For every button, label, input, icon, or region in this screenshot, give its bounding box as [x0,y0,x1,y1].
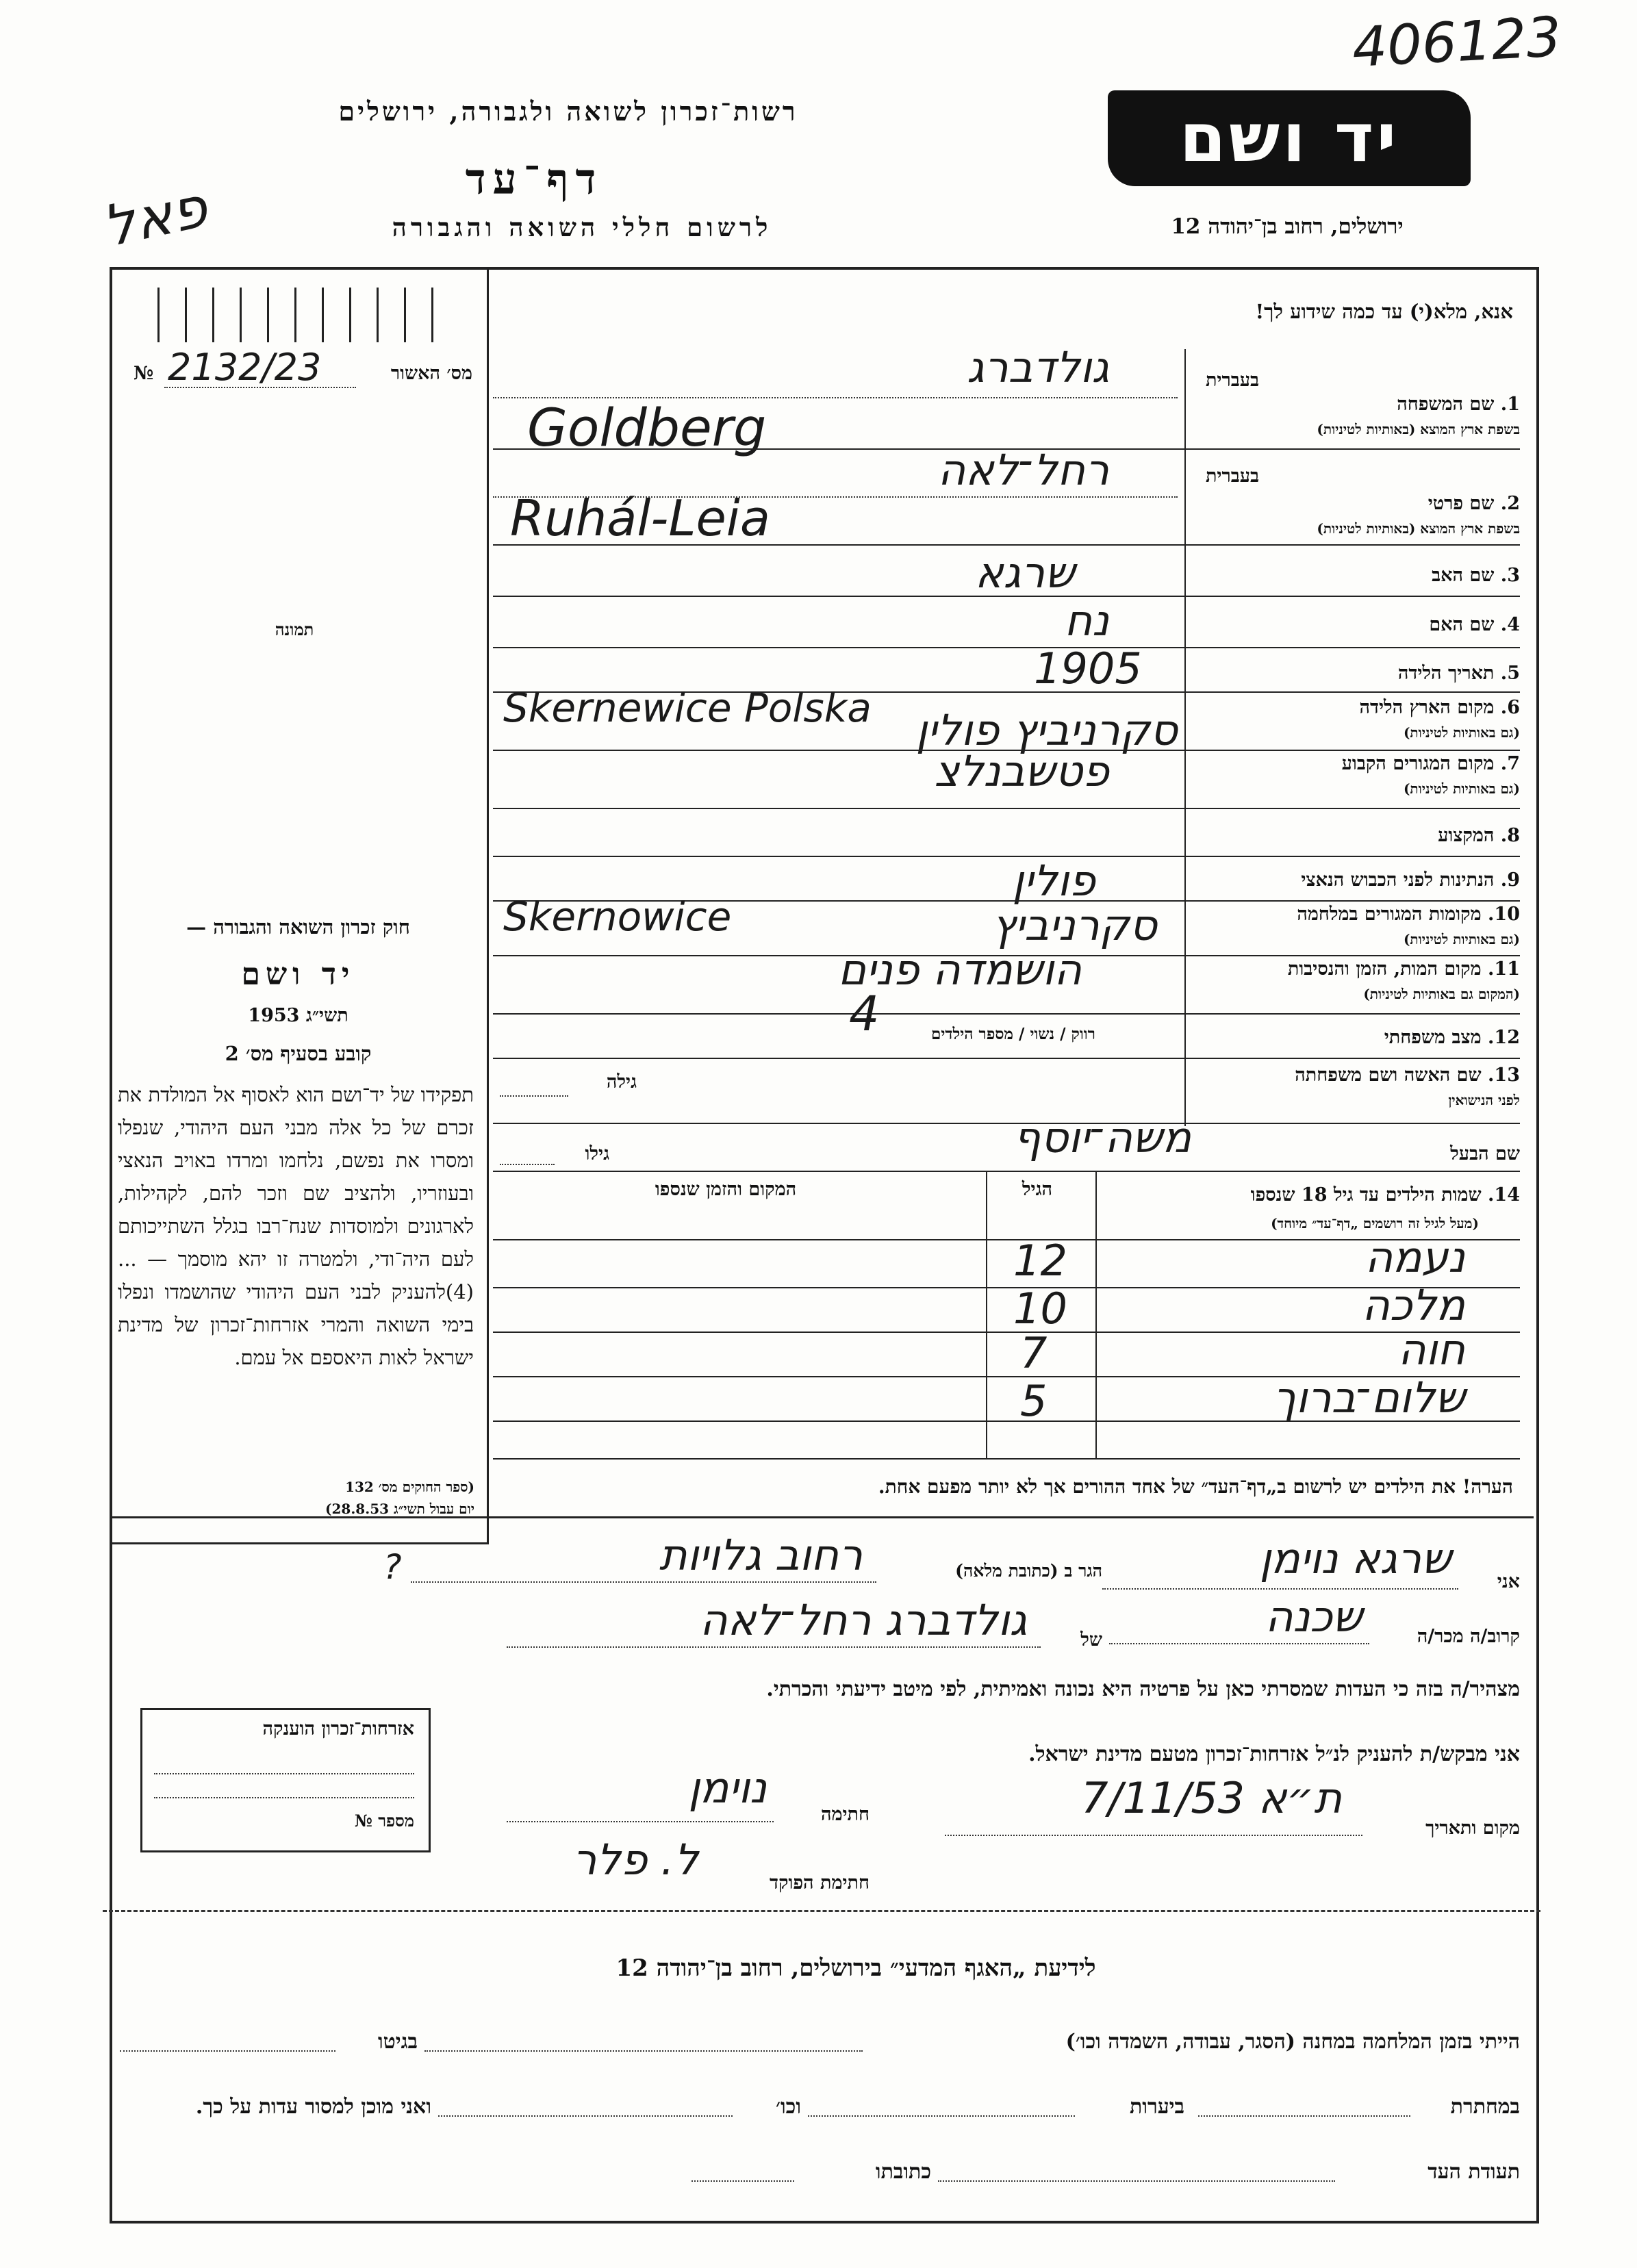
signature-label: חתימה [820,1804,870,1825]
bottom-line2-d: ואני מוכן למסור עדות על כך. [195,2095,431,2119]
law-section: קובע בסעיף מס׳ 2 [225,1042,372,1065]
corner-mark: פאל [97,175,213,260]
logo-text: יד ושם [1179,99,1399,177]
q13-sub: לפני הנישואין [1448,1092,1520,1108]
note-line: הערה! את הילדים יש לרשום ב„דף־העד״ של אחד ההורים אך לא יותר מפעם אחת. [878,1475,1513,1498]
bottom-line2-dots-a [1198,2115,1410,2117]
q1-sub: בשפת ארץ המוצא (באותיות לטיניות) [1317,421,1520,437]
header-address: ירושלים, רחוב בן־יהודה 12 [1171,214,1404,239]
child-age: 7 [1020,1328,1048,1378]
q12-line [493,1058,1520,1059]
q1-in-hebrew: בעברית [1205,370,1260,391]
q14-sub: (מעל לגיל זה רושמים „דף־עד״ מיוחד) [1271,1215,1479,1232]
memorial-box-title: אזרחות־זכרון הוענקה [262,1718,414,1740]
child-name: מלכה [1362,1280,1465,1330]
child-name: נעמה [1365,1232,1465,1282]
q7-value: פטשבנלצ [934,746,1109,796]
relative-label: קרוב/ה מכר/ה [1417,1626,1520,1647]
bottom-line2-dots-c [438,2115,733,2117]
relation-line [1109,1643,1369,1644]
q12-options: רווק / נשוי / מספר הילדים [931,1025,1095,1043]
memorial-box-number: מספר № [354,1811,414,1831]
bottom-line1-b: בגיטו [377,2030,418,2054]
q10-label: 10. מקומות המגורים במלחמה [1297,904,1520,925]
form-intro: אנא, מלא(י) עד כמה שידוע לך! [1255,300,1513,323]
memorial-box-line-1 [154,1773,414,1774]
place-date-value: ת״א 7/11/53 [1081,1773,1342,1823]
q9-label: 9. הנתינות לפני הכבוש הנאצי [1301,869,1520,891]
q3-label: 3. שם האב [1432,565,1520,586]
q12-children-count: 4 [849,986,880,1042]
q10-hebrew-value: סקרניביץ [991,900,1157,950]
request-text: אני מבקש/ת להעניק לנ״ל אזרחות־זכרון מטעם מדינת ישראל. [1028,1742,1520,1766]
q6-latin-value: Skernewice Polska [503,685,872,731]
signature-line [507,1821,774,1822]
of-value: גולדברג רחל־לאה [700,1595,1027,1645]
q1-latin-value: Goldberg [527,397,767,458]
law-gazette-2: יום עבול תשי״ג 28.8.53) [325,1501,474,1517]
q9-value: פולין [1012,856,1095,906]
bottom-heading: לידיעת „האגף המדעי״ בירושלים, רחוב בן־יהודה 12 [616,1954,1096,1982]
q11-value: הושמדה פנים [837,945,1082,995]
q2-latin-value: Ruhál-Leia [510,489,770,547]
q4-label: 4. שם האם [1429,614,1520,635]
husband-line [493,1171,1520,1172]
no-label: № [134,363,154,384]
approval-label: מס׳ האשור [390,363,472,384]
q2-in-hebrew: בעברית [1205,466,1260,487]
q2-label: 2. שם פרטי [1427,493,1520,514]
bottom-line3-b: כתובתו [875,2160,931,2184]
label-column-divider [1184,349,1186,1126]
bottom-line1-a: הייתי בזמן המלחמה במחנה (הסגר, עבודה, השמדה וכו׳) [1065,2030,1520,2054]
form-title: דף־עד [465,154,603,204]
q11-line [493,1013,1520,1015]
q11-sub: (המקום גם באותיות לטיניות) [1363,986,1520,1002]
photo-label: תמונה [275,620,314,639]
declaration-ani: אני [1497,1571,1520,1592]
authority-title: רשות־זכרון לשואה ולגבורה, ירושלים [338,96,798,127]
q10-sub: (גם באותיות לטיניות) [1403,931,1520,947]
approval-ticks [157,288,459,342]
q11-label: 11. מקום המות, הזמן והנסיבות [1287,958,1520,980]
bottom-line3-a: תעודת העד [1427,2160,1520,2184]
q6-hebrew-value: סקרניביץ פולין [915,705,1178,755]
child-age: 5 [1020,1376,1048,1426]
col-age-header: הגיל [1021,1179,1053,1200]
q3-value: שרגא [975,548,1075,598]
bottom-line2-a: במחתרת [1450,2095,1520,2119]
bottom-line1-dots-b [120,2050,335,2052]
child-age: 10 [1013,1284,1067,1334]
q5-label: 5. תאריך הלידה [1397,663,1520,684]
memorial-box-line-2 [154,1797,414,1798]
q12-label: 12. מצב משפחתי [1384,1027,1520,1048]
bottom-line2-c: וכו׳ [776,2095,801,2119]
approval-line [164,387,356,388]
place-date-label: מקום ותאריך [1425,1818,1520,1839]
officer-sig-value: ל. פלר [572,1835,698,1885]
q7-sub: (גם באותיות לטיניות) [1403,780,1520,797]
bottom-line3-dots-b [691,2180,794,2182]
officer-sig-label: חתימת הפוקד [770,1872,870,1894]
bottom-line1-dots-a [424,2050,863,2052]
q4-value: נח [1064,596,1109,646]
q7-label: 7. מקום המגורים הקבוע [1341,753,1520,774]
q5-value: 1905 [1034,644,1142,693]
form-bottom-rule [110,1516,1534,1518]
child-name: שלום־ברוך [1273,1373,1465,1423]
declarant-name: שרגא נוימן [1259,1533,1451,1583]
bottom-line2-b: ביערות [1129,2095,1184,2119]
law-title: חוק זכרון השואה והגבורה — [186,915,410,939]
question-mark: ? [383,1547,402,1587]
child-row-line [493,1420,1520,1422]
q6-label: 6. מקום הארץ הלידה [1359,697,1520,718]
husband-age-line [500,1164,555,1165]
child-name: חוה [1398,1325,1465,1375]
q7-line [493,808,1520,809]
law-text: תפקידו של יד־ושם הוא לאסוף אל המולדת את זכרם של כל אלה מבני העם היהודי, שנפלו ומסרו את נפשם, נלחמו ומרדו באויב הנאצי ובעוזריו, ולהציב שם וזכר להם, לקהילות, לארגונים ולמוסדות שנח־רבו בגלל השתייכותם לעם היה־ודי, ולמטרה זו יהא מוסמך — ...(4)להעניק לבני העם היהודי שהושמדו ונפלו בימי השואה והמרי אזרחות־זכרון של מדינת ישראל לאות היאספם אל עמם. [118,1083,474,1369]
scientific-dept-section [103,1910,1540,1912]
note-rule [493,1458,1520,1460]
husband-label: שם הבעל [1450,1143,1520,1164]
lives-in-label: הגר ב (כתובת מלאה) [955,1561,1102,1581]
approval-number: 2132/23 [168,346,322,389]
q1-hebrew-value: גולדברג [967,342,1109,392]
wife-age-label: גילה [606,1071,637,1093]
address-line [411,1581,876,1583]
wife-age-line [500,1095,568,1097]
q4-line [493,647,1520,648]
bottom-line3-dots-a [938,2180,1335,2182]
of-label: של [1080,1629,1102,1651]
place-date-line [945,1835,1362,1836]
q1-label: 1. שם המשפחה [1397,394,1520,415]
archive-number: 406123 [1350,5,1563,79]
col-place-header: המקום והזמן שנספו [655,1179,797,1200]
husband-age-label: גילו [585,1143,609,1164]
q2-sub: בשפת ארץ המוצא (באותיות לטיניות) [1317,520,1520,537]
yad-vashem-logo [1108,90,1471,186]
q2-hebrew-value: רחל־לאה [937,445,1109,495]
signature-value: נוימן [688,1763,767,1813]
husband-value: משה־יוסף [1013,1112,1191,1162]
child-age: 12 [1013,1236,1067,1286]
q2-line-latin [493,544,1520,546]
law-gazette-1: (ספר החוקים מס׳ 132 [345,1479,474,1495]
q6-sub: (גם באותיות לטיניות) [1403,724,1520,741]
law-name: יד ושם [241,957,355,992]
law-year: תשי״ג 1953 [248,1005,348,1026]
relation-value: שכנה [1265,1592,1362,1642]
bottom-line2-dots-b [808,2115,1075,2117]
q13-label: 13. שם האשה ושם משפחתה [1295,1065,1520,1086]
form-subtitle: לרשום חללי השואה והגבורה [392,212,772,242]
table-divider-1 [986,1171,987,1458]
declarant-address: רחוב גלויות [659,1530,863,1580]
table-divider-2 [1095,1171,1097,1458]
declarant-name-line [1102,1588,1458,1590]
of-line [507,1646,1041,1648]
q14-label: 14. שמות הילדים עד גיל 18 שנספו [1250,1184,1520,1206]
declaration-text: מצהיר/ה בזה כי העדות שמסרתי כאן על פרטיה היא נכונה ואמיתית, לפי מיטב ידיעתי והכרתי. [766,1677,1520,1701]
q8-label: 8. המקצוע [1438,825,1520,846]
q10-latin-value: Skernowice [503,893,732,940]
